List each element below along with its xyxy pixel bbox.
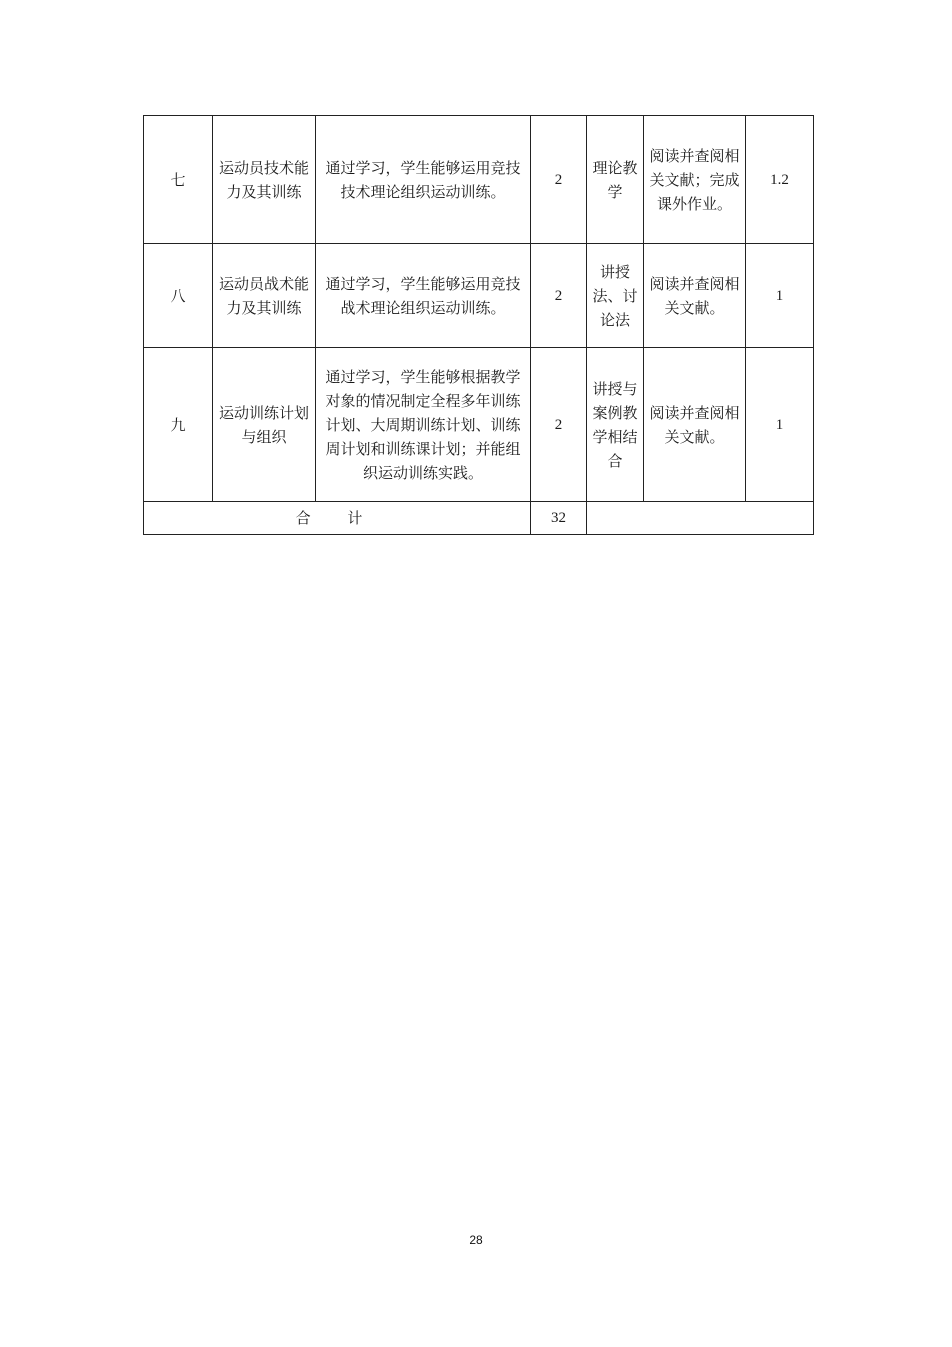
table-row (144, 116, 814, 244)
hours-cell: 2 (531, 244, 587, 348)
chapter-title-cell: 运动训练计划与组织 (213, 348, 316, 502)
learning-goal-cell: 通过学习，学生能够运用竞技技术理论组织运动训练。 (316, 116, 531, 244)
total-label-cell: 合 计 (144, 502, 531, 535)
hours-cell: 2 (531, 348, 587, 502)
credit-cell: 1 (746, 348, 814, 502)
teaching-method-cell: 理论教学 (587, 116, 644, 244)
teaching-method-cell: 讲授与案例教学相结合 (587, 348, 644, 502)
table-row (144, 348, 814, 502)
page-number: 28 (469, 1233, 483, 1247)
total-hours-cell: 32 (531, 502, 587, 535)
credit-cell: 1.2 (746, 116, 814, 244)
chapter-title-cell: 运动员战术能力及其训练 (213, 244, 316, 348)
study-task-cell: 阅读并查阅相关文献；完成课外作业。 (644, 116, 746, 244)
credit-cell: 1 (746, 244, 814, 348)
study-task-cell: 阅读并查阅相关文献。 (644, 244, 746, 348)
teaching-method-cell: 讲授法、讨论法 (587, 244, 644, 348)
table-row (144, 244, 814, 348)
total-empty-cell (587, 502, 814, 535)
course-schedule-table (143, 115, 814, 535)
learning-goal-cell: 通过学习，学生能够根据教学对象的情况制定全程多年训练计划、大周期训练计划、训练周计划和训练课计划；并能组织运动训练实践。 (316, 348, 531, 502)
chapter-number-cell: 九 (144, 348, 213, 502)
chapter-number-cell: 八 (144, 244, 213, 348)
learning-goal-cell: 通过学习，学生能够运用竞技战术理论组织运动训练。 (316, 244, 531, 348)
hours-cell: 2 (531, 116, 587, 244)
chapter-number-cell: 七 (144, 116, 213, 244)
chapter-title-cell: 运动员技术能力及其训练 (213, 116, 316, 244)
total-row (144, 502, 814, 535)
study-task-cell: 阅读并查阅相关文献。 (644, 348, 746, 502)
